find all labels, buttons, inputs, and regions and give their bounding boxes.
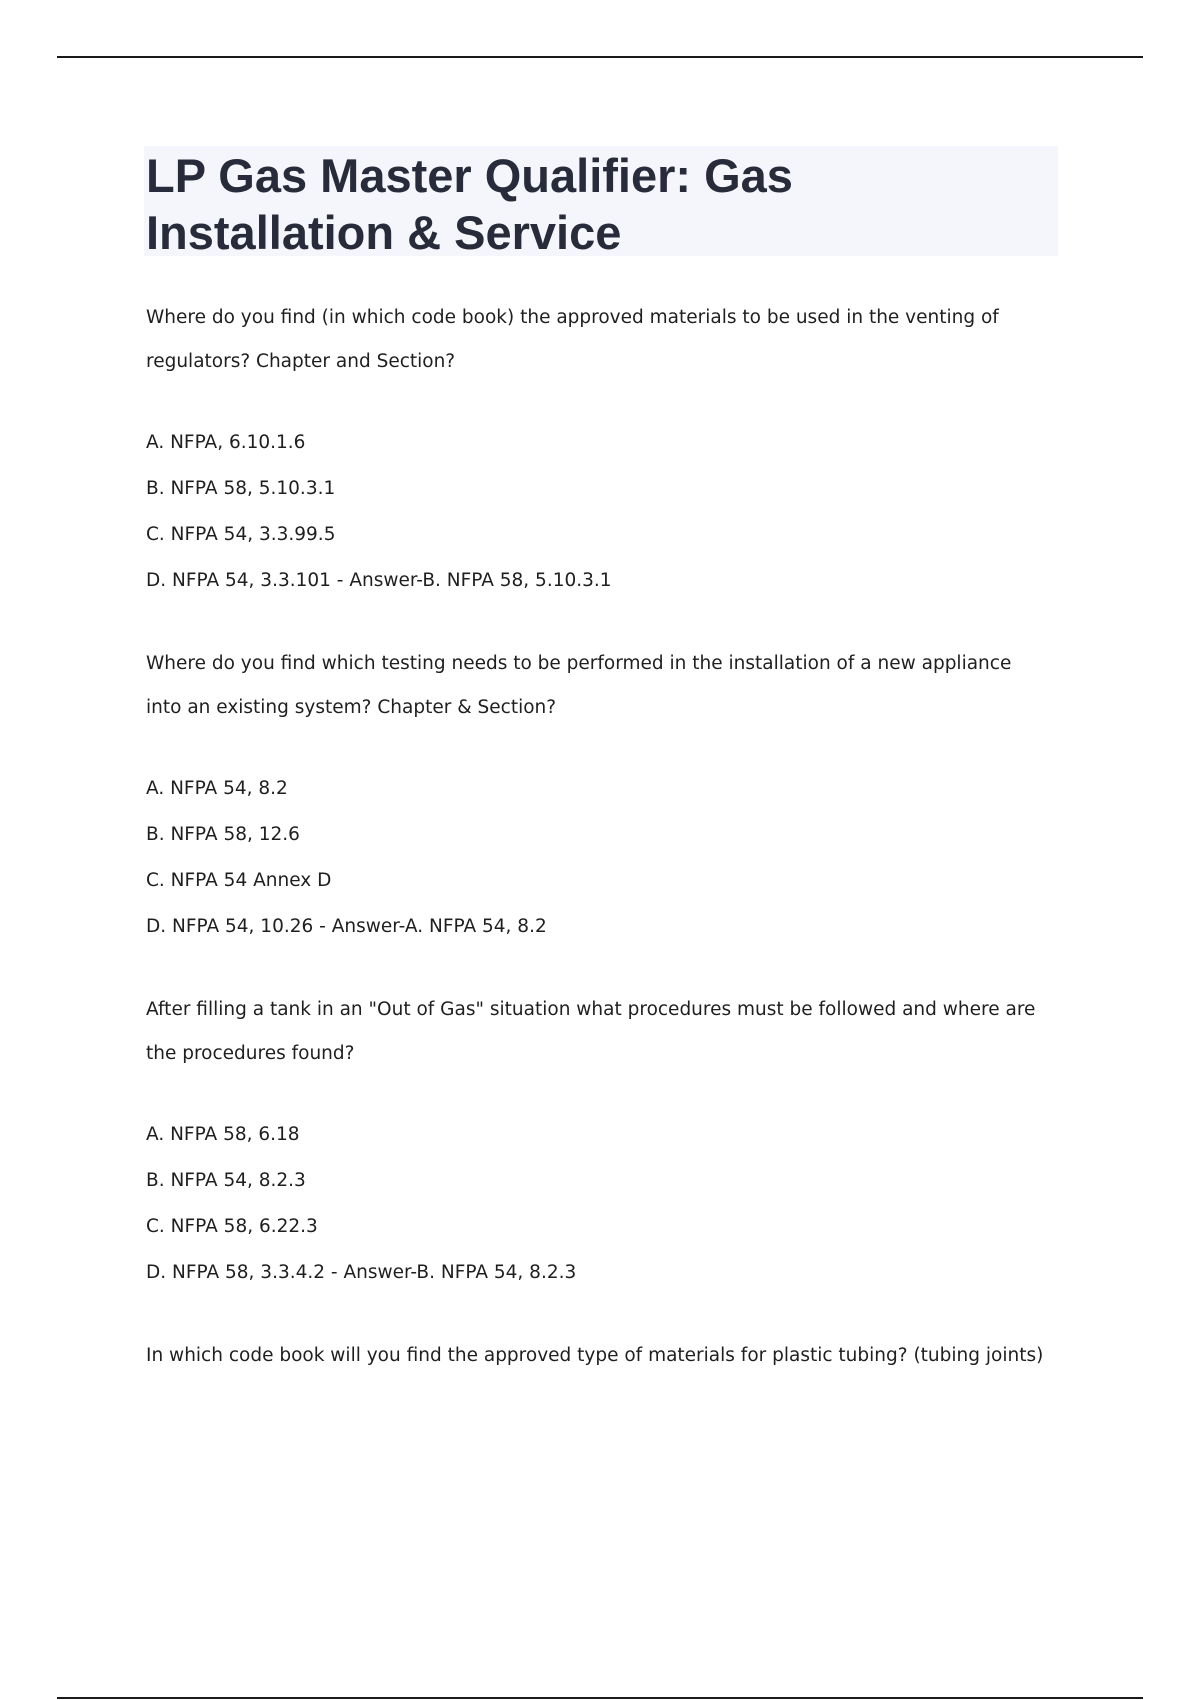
- option-b: B. NFPA 54, 8.2.3: [146, 1170, 306, 1191]
- option-c: C. NFPA 54, 3.3.99.5: [146, 524, 336, 545]
- question-list: [146, 296, 1046, 1416]
- bottom-divider: [57, 1697, 1143, 1699]
- option-d: D. NFPA 54, 10.26 - Answer-A. NFPA 54, 8.2: [146, 916, 547, 937]
- answer-options: [146, 420, 1046, 604]
- question-text: Where do you find which testing needs to be performed in the installation of a new appliance into an existing system? Chapter & Section?: [146, 653, 1012, 718]
- option-c: C. NFPA 54 Annex D: [146, 870, 332, 891]
- document-title: LP Gas Master Qualifier: Gas Installation & Service: [146, 149, 793, 259]
- option-b: B. NFPA 58, 5.10.3.1: [146, 478, 336, 499]
- option-a: A. NFPA 58, 6.18: [146, 1124, 300, 1145]
- question-text: In which code book will you find the approved type of materials for plastic tubing? (tubing joints): [146, 1345, 1044, 1366]
- top-divider: [57, 56, 1143, 58]
- question-text: Where do you find (in which code book) the approved materials to be used in the venting of regulators? Chapter and Section?: [146, 307, 999, 372]
- option-d: D. NFPA 54, 3.3.101 - Answer-B. NFPA 58, 5.10.3.1: [146, 570, 612, 591]
- option-d: D. NFPA 58, 3.3.4.2 - Answer-B. NFPA 54, 8.2.3: [146, 1262, 577, 1283]
- question-block-3: [146, 988, 1046, 1296]
- option-a: A. NFPA 54, 8.2: [146, 778, 288, 799]
- option-b: B. NFPA 58, 12.6: [146, 824, 300, 845]
- question-block-1: [146, 296, 1046, 604]
- question-text: After filling a tank in an "Out of Gas" situation what procedures must be followed and where are the procedures found?: [146, 999, 1036, 1064]
- question-block-2: [146, 642, 1046, 950]
- answer-options: [146, 1112, 1046, 1296]
- option-c: C. NFPA 58, 6.22.3: [146, 1216, 318, 1237]
- option-a: A. NFPA, 6.10.1.6: [146, 432, 306, 453]
- answer-options: [146, 766, 1046, 950]
- question-block-4: [146, 1334, 1046, 1378]
